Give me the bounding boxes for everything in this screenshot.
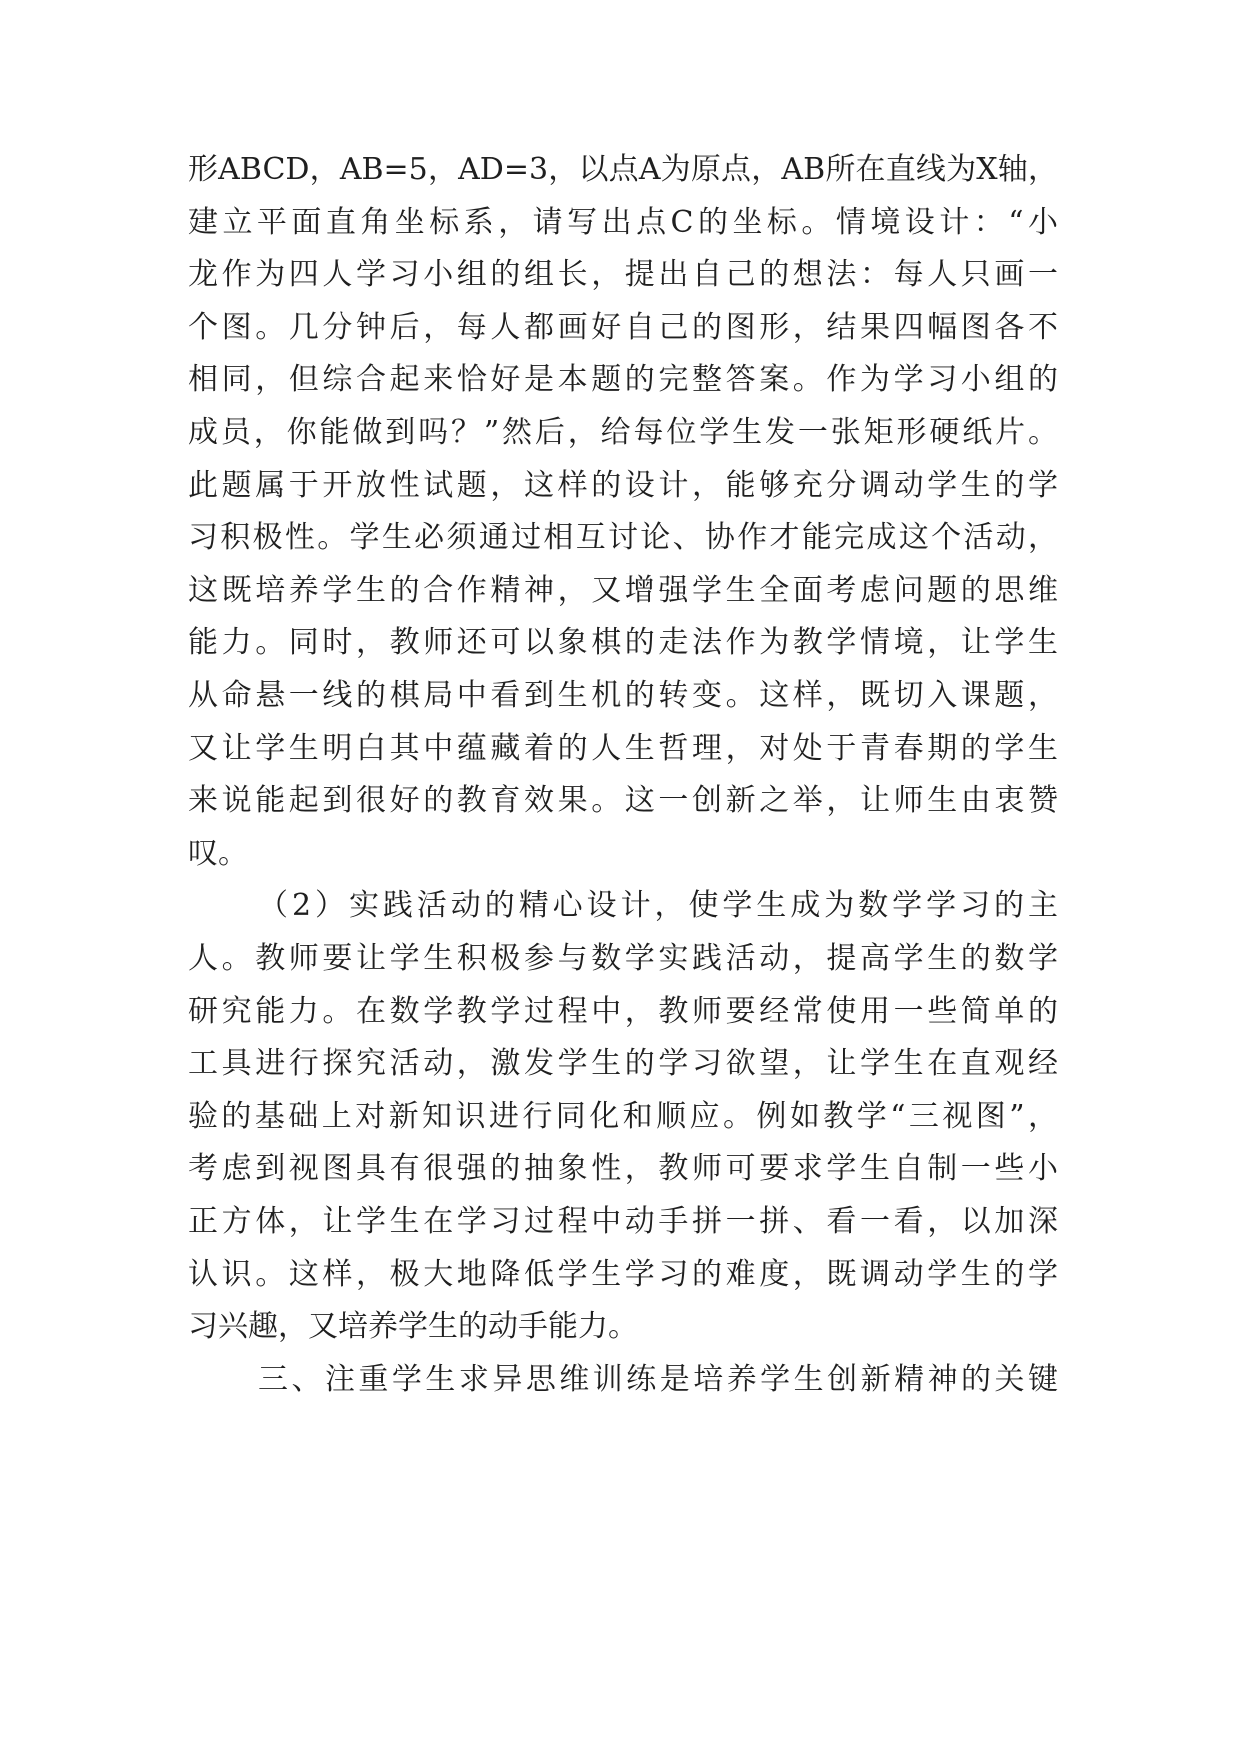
- text-line: 习兴趣，又培养学生的动手能力。: [188, 1309, 638, 1344]
- text-line: 工具进行探究活动，激发学生的学习欲望，让学生在直观经: [188, 1046, 1058, 1081]
- text-line: 考虑到视图具有很强的抽象性，教师可要求学生自制一些小: [188, 1151, 1058, 1186]
- text-line: 个图。几分钟后，每人都画好自己的图形，结果四幅图各不: [188, 310, 1058, 345]
- text-line: 三、注重学生求异思维训练是培养学生创新精神的关键: [258, 1362, 1058, 1397]
- text-line: （2）实践活动的精心设计，使学生成为数学学习的主: [258, 888, 1058, 923]
- text-line: 此题属于开放性试题，这样的设计，能够充分调动学生的学: [188, 468, 1058, 503]
- text-line: 龙作为四人学习小组的组长，提出自己的想法：每人只画一: [188, 257, 1058, 292]
- text-line: 验的基础上对新知识进行同化和顺应。例如教学“三视图”，: [188, 1099, 1058, 1134]
- text-line: 又让学生明白其中蕴藏着的人生哲理，对处于青春期的学生: [188, 731, 1058, 766]
- text-line: 建立平面直角坐标系，请写出点C的坐标。情境设计：“小: [188, 205, 1058, 240]
- text-line: 这既培养学生的合作精神，又增强学生全面考虑问题的思维: [188, 573, 1058, 608]
- text-line: 能力。同时，教师还可以象棋的走法作为教学情境，让学生: [188, 625, 1058, 660]
- text-line: 来说能起到很好的教育效果。这一创新之举，让师生由衷赞: [188, 783, 1058, 818]
- text-line: 研究能力。在数学教学过程中，教师要经常使用一些简单的: [188, 994, 1058, 1029]
- text-line: 从命悬一线的棋局中看到生机的转变。这样，既切入课题，: [188, 678, 1058, 713]
- text-line: 认识。这样，极大地降低学生学习的难度，既调动学生的学: [188, 1257, 1058, 1292]
- text-line: 人。教师要让学生积极参与数学实践活动，提高学生的数学: [188, 941, 1058, 976]
- text-line: 正方体，让学生在学习过程中动手拼一拼、看一看，以加深: [188, 1204, 1058, 1239]
- text-line: 形ABCD，AB=5，AD=3，以点A为原点，AB所在直线为X轴，: [188, 152, 1058, 187]
- text-line: 相同，但综合起来恰好是本题的完整答案。作为学习小组的: [188, 362, 1058, 397]
- text-line: 习积极性。学生必须通过相互讨论、协作才能完成这个活动，: [188, 520, 1058, 555]
- text-line: 叹。: [188, 836, 248, 871]
- text-line: 成员，你能做到吗？”然后，给每位学生发一张矩形硬纸片。: [188, 415, 1058, 450]
